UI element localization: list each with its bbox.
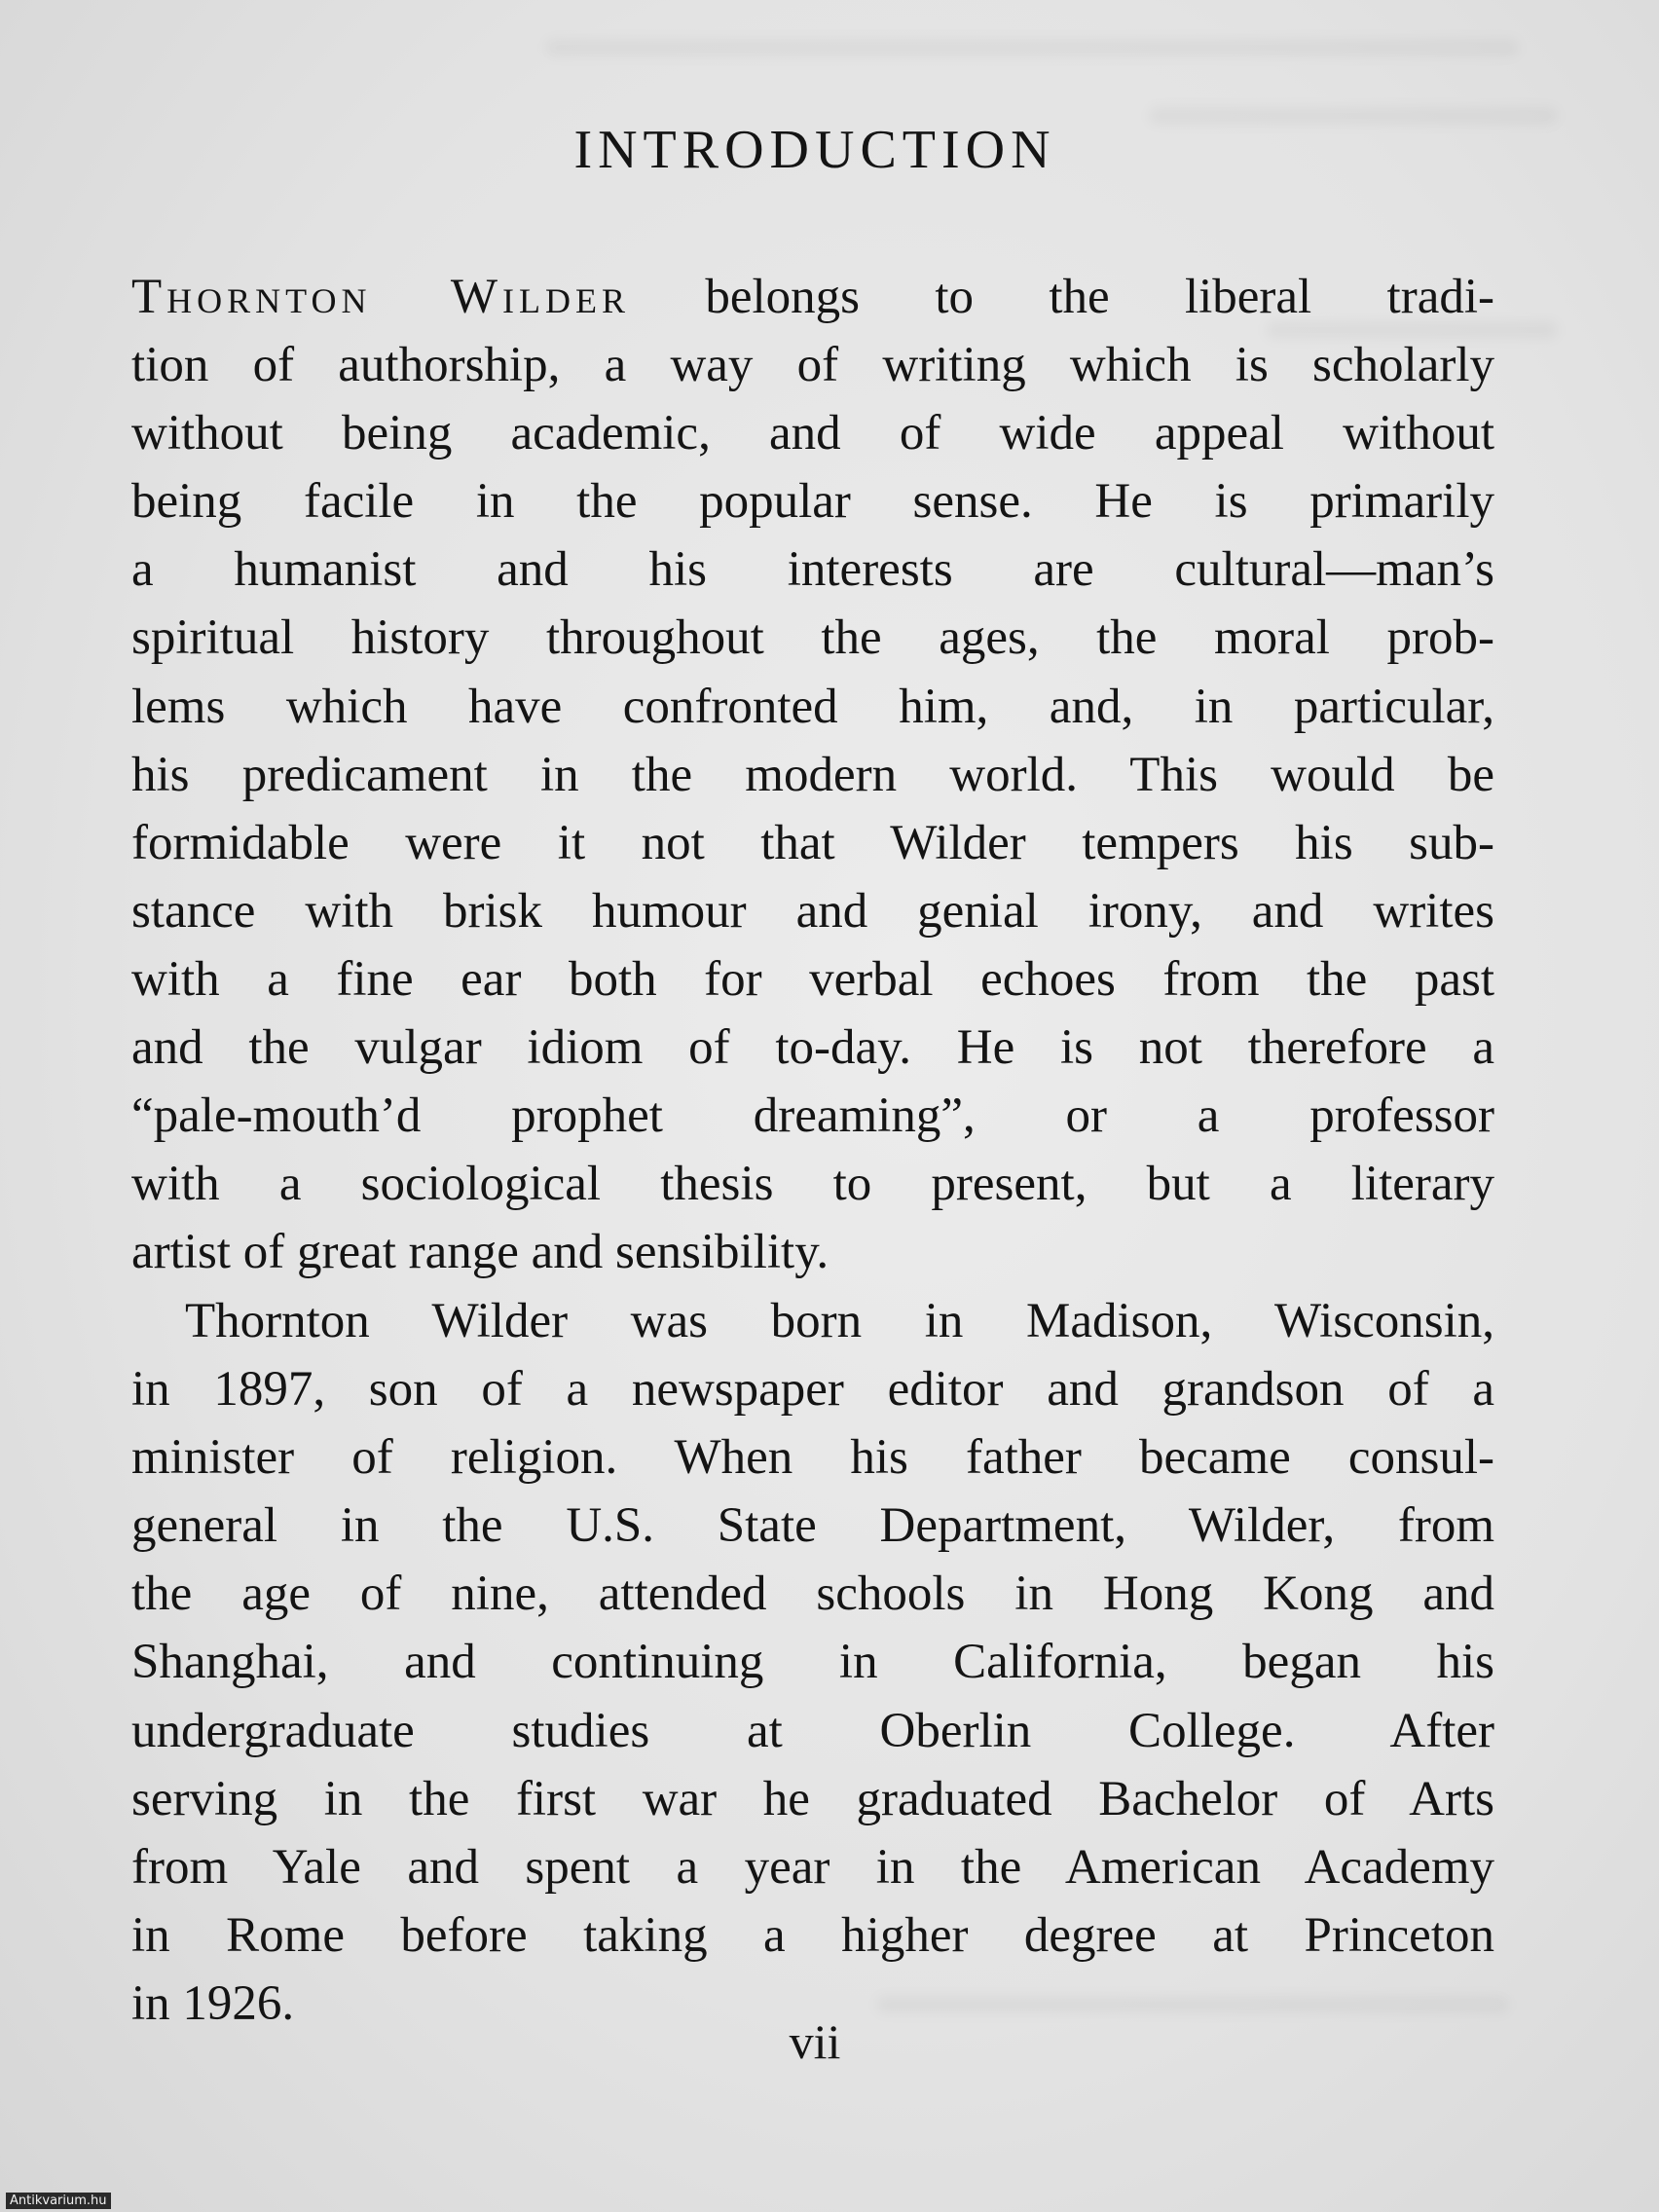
text-line: tion of authorship, a way of writing which is scholarly [131,338,1494,393]
paragraph-2 [131,1287,1494,2038]
text-line: in Rome before taking a higher degree at Princeton [131,1907,1494,1963]
text-line: from Yale and spent a year in the American Academy [131,1839,1494,1895]
page-title: INTRODUCTION [573,120,1056,180]
text-line: his predicament in the modern world. This would be [131,747,1494,802]
text-line: with a sociological thesis to present, but a literary [131,1157,1494,1212]
text-line: without being academic, and of wide appeal without [131,406,1494,461]
show-through-line [545,39,1519,56]
text-line: spiritual history throughout the ages, the moral prob- [131,610,1494,666]
text-line: lems which have confronted him, and, in particular, [131,679,1494,734]
text-line: minister of religion. When his father became consul- [131,1430,1494,1486]
text-line: in 1897, son of a newspaper editor and grandson of a [131,1362,1494,1418]
text-line: Shanghai, and continuing in California, began his [131,1635,1494,1690]
author-name-smallcaps: Thornton Wilder [131,270,631,324]
text-line: undergraduate studies at Oberlin College. After [131,1703,1494,1758]
text-line: being facile in the popular sense. He is primarily [131,474,1494,530]
text-line: in 1926. [131,1975,295,2031]
text-line: and the vulgar idiom of to-day. He is not therefore a [131,1020,1494,1076]
text-line: Thornton Wilder belongs to the liberal tradi- [131,270,1494,324]
text-line: general in the U.S. State Department, Wilder, from [131,1498,1494,1554]
text-line: the age of nine, attended schools in Hong Kong and [131,1567,1494,1622]
text-line: serving in the first war he graduated Bachelor of Arts [131,1771,1494,1826]
text-line: a humanist and his interests are cultural—man’s [131,542,1494,598]
page-number: vii [789,2014,841,2069]
text-line: Thornton Wilder was born in Madison, Wisconsin, [185,1294,1494,1348]
watermark: Antikvarium.hu [6,2193,111,2209]
paragraph-1 [131,263,1494,1286]
text-line: “pale-mouth’d prophet dreaming”, or a professor [131,1088,1494,1144]
text-line: stance with brisk humour and genial irony, and writes [131,883,1494,939]
text-line: artist of great range and sensibility. [131,1225,830,1280]
text-line: formidable were it not that Wilder tempers his sub- [131,815,1494,870]
text-line: with a fine ear both for verbal echoes from the past [131,951,1494,1007]
